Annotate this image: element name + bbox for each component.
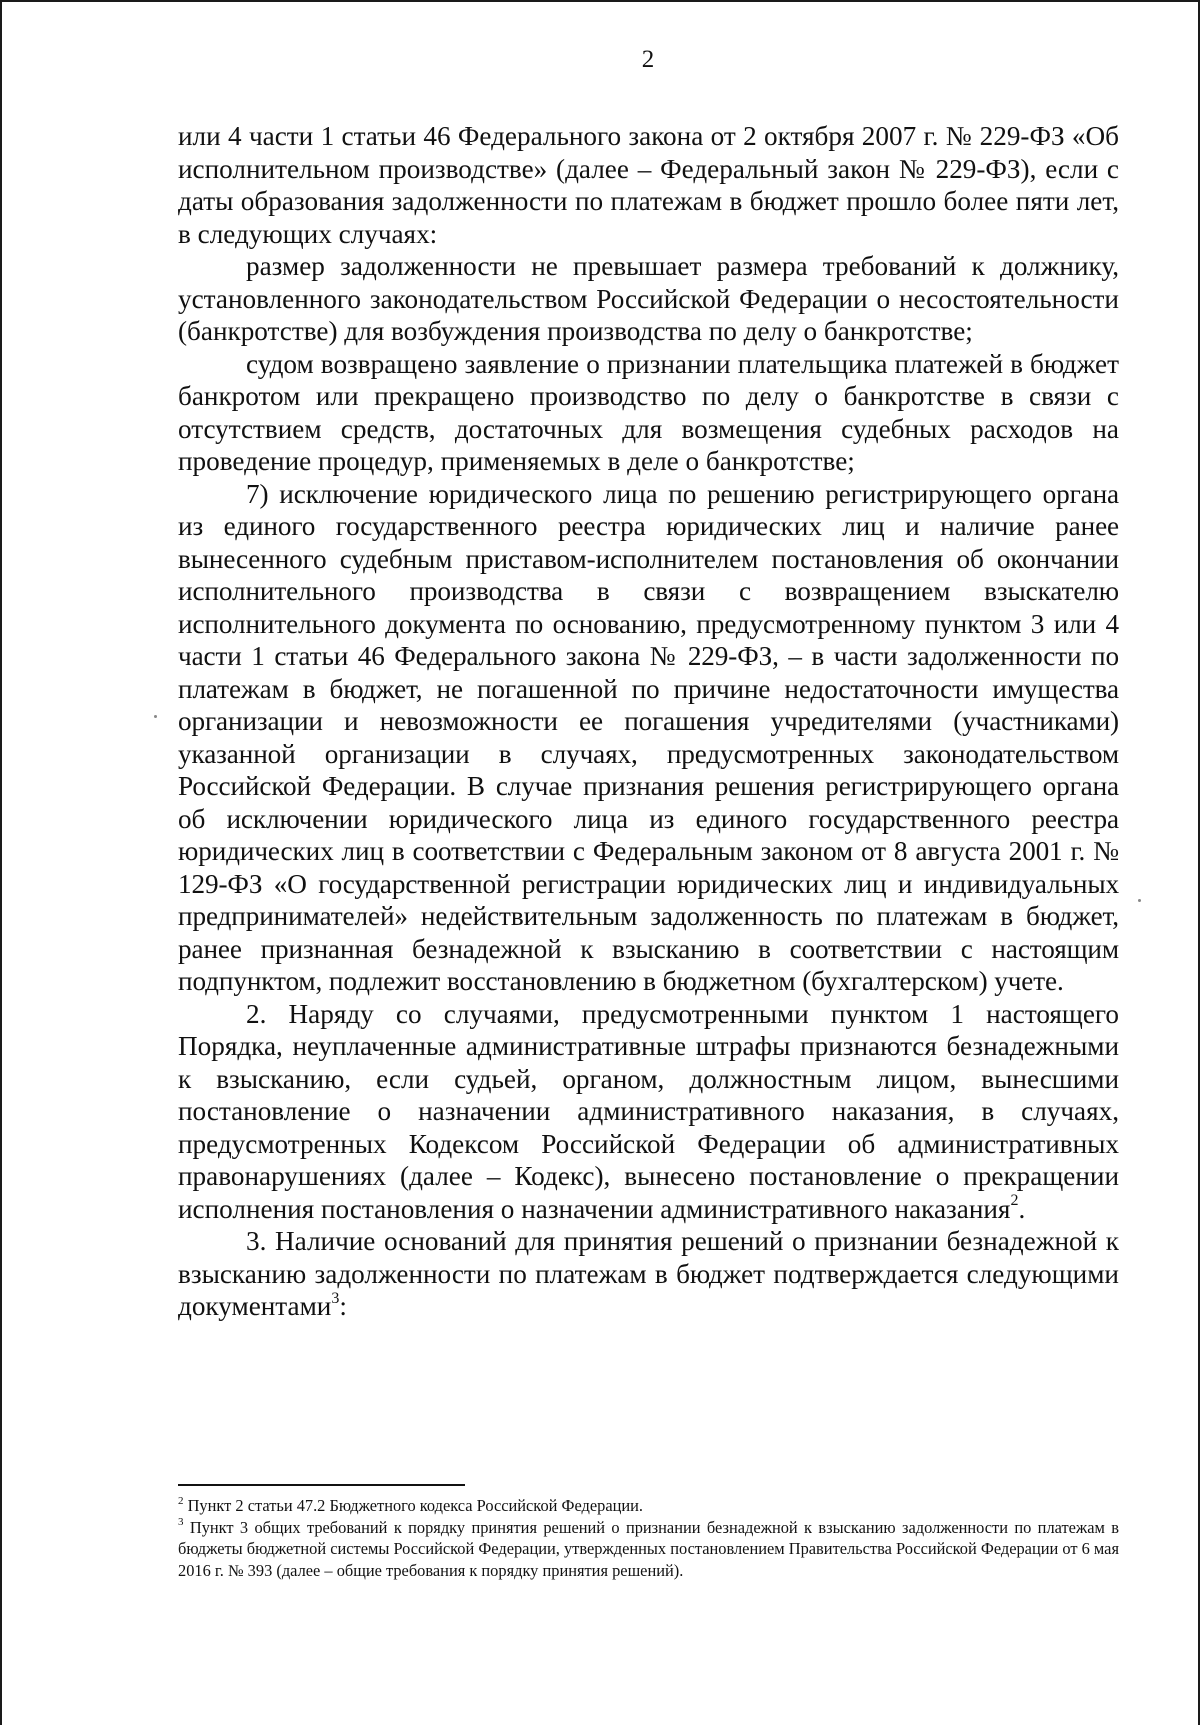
- footnote-ref-2[interactable]: 2: [1010, 1192, 1019, 1210]
- paragraph-court-returned: судом возвращено заявление о признании плательщика платежей в бюджет банкротом или прекращено производство по делу о банкротстве в связи с отсутствием средств, достаточных для возмещения судебных расходов на проведение процедур, применяемых в деле о банкротстве;: [178, 348, 1119, 476]
- footnote-3-text: Пункт 3 общих требований к порядку принятия решений о признании безнадежной к взысканию задолженности по платежам в бюджеты бюджетной системы Российской Федерации, утвержденных постановлением Правительства Российской Федерации от 6 мая 2016 г. № 393 (далее – общие требования к порядку принятия решений).: [178, 1517, 1119, 1580]
- page-number: 2: [641, 46, 655, 73]
- footnote-2-text: Пункт 2 статьи 47.2 Бюджетного кодекса Российской Федерации.: [183, 1496, 644, 1515]
- footnote-3: [178, 1517, 1119, 1582]
- paragraph-section-3-end: :: [339, 1291, 347, 1321]
- document-body: [178, 120, 1119, 1323]
- scan-speck: [154, 715, 157, 718]
- footnote-2: [178, 1495, 1119, 1517]
- paragraph-section-2-end: .: [1018, 1193, 1026, 1224]
- paragraph-section-2: [178, 998, 1119, 1226]
- paragraph-item-7: 7) исключение юридического лица по решению регистрирующего органа из единого государственного реестра юридических лиц и наличие ранее вынесенного судебным приставом-исполнителем постановления об окончании исполнительного производства в связи с возвращением взыскателю исполнительного документа по основанию, предусмотренному пунктом 3 или 4 части 1 статьи 46 Федерального закона № 229-ФЗ, – в части задолженности по платежам в бюджет, не погашенной по причине недостаточности имущества организации и невозможности ее погашения учредителями (участниками) указанной организации в случаях, предусмотренных законодательством Российской Федерации. В случае признания решения регистрирующего органа об исключении юридического лица из единого государственного реестра юридических лиц в соответствии с Федеральным законом от 8 августа 2001 г. № 129-ФЗ «О государственной регистрации юридических лиц и индивидуальных предпринимателей» недействительным задолженность по платежам в бюджет, ранее признанная безнадежной к взысканию в соответствии с настоящим подпунктом, подлежит восстановлению в бюджетном (бухгалтерском) учете.: [178, 478, 1119, 996]
- footnote-ref-3[interactable]: 3: [331, 1289, 340, 1307]
- scan-speck: [1138, 899, 1141, 902]
- footnote-2-number: 2: [178, 1494, 184, 1507]
- paragraph-section-3: [178, 1225, 1119, 1323]
- paragraph-continuation: или 4 части 1 статьи 46 Федерального закона от 2 октября 2007 г. № 229-ФЗ «Об исполнительном производстве» (далее – Федеральный закон № 229-ФЗ), если с даты образования задолженности по платежам в бюджет прошло более пяти лет, в следующих случаях:: [178, 121, 1119, 249]
- footnotes: [178, 1495, 1119, 1581]
- paragraph-debt-amount: размер задолженности не превышает размера требований к должнику, установленного законодательством Российской Федерации о несостоятельности (банкротстве) для возбуждения производства по делу о банкротстве;: [178, 251, 1119, 346]
- paragraph-section-2-text: 2. Наряду со случаями, предусмотренными пунктом 1 настоящего Порядка, неуплаченные административные штрафы признаются безнадежными к взысканию, если судьей, органом, должностным лицом, вынесшими постановление о назначении административного наказания, в случаях, предусмотренных Кодексом Российской Федерации об административных правонарушениях (далее – Кодекс), вынесено постановление о прекращении исполнения постановления о назначении административного наказания: [178, 998, 1119, 1224]
- footnote-3-number: 3: [178, 1516, 184, 1529]
- paragraph-section-3-text: 3. Наличие оснований для принятия решений о признании безнадежной к взысканию задолженности по платежам в бюджет подтверждается следующими документами: [178, 1226, 1119, 1321]
- footnote-separator: [178, 1484, 465, 1486]
